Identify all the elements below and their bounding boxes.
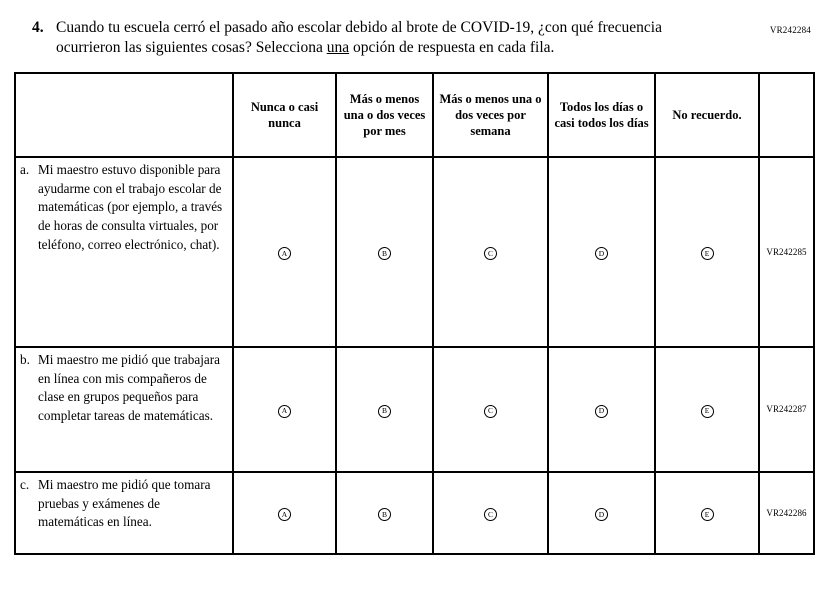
option-cell [336,347,433,472]
question-text [56,18,716,59]
item-text: Mi maestro me pidió que tomara pruebas y exámenes de matemáticas en línea. [38,476,211,530]
table-row-b [15,347,814,472]
response-bubble-a[interactable] [278,508,291,521]
question-block [32,18,797,59]
column-header-never: Nunca o casi nunca [233,73,336,157]
question-text-part2: opción de respuesta en cada fila. [349,39,555,57]
option-cell [548,347,655,472]
bubble-letter: C [487,509,493,519]
bubble-letter: D [598,509,605,519]
bubble-letter: B [381,248,387,258]
response-bubble-c[interactable] [484,247,497,260]
option-cell [233,472,336,554]
bubble-letter: C [487,248,493,258]
header-row [15,73,814,157]
bubble-letter: D [598,406,605,416]
column-header-every-day: Todos los días o casi todos los días [548,73,655,157]
option-cell [548,157,655,347]
response-bubble-a[interactable] [278,247,291,260]
option-cell [655,347,759,472]
option-cell [233,347,336,472]
question-text-part1: Cuando tu escuela cerró el pasado año escolar debido al brote de COVID-19, ¿con qué frecuencia ocurrieron las siguientes cosas? Selecciona [56,19,662,57]
bubble-letter: C [487,406,493,416]
option-cell [433,472,548,554]
option-cell [433,157,548,347]
column-header-no-recall: No recuerdo. [655,73,759,157]
item-statement-c [15,472,233,554]
item-letter: b. [20,351,30,367]
item-statement-a [15,157,233,347]
item-letter: a. [20,161,30,177]
option-cell [548,472,655,554]
response-bubble-c[interactable] [484,405,497,418]
option-cell [655,157,759,347]
response-bubble-a[interactable] [278,405,291,418]
bubble-letter: A [281,406,288,416]
item-code: VR242287 [759,347,814,472]
bubble-letter: A [281,248,288,258]
response-bubble-d[interactable] [595,405,608,418]
response-bubble-c[interactable] [484,508,497,521]
bubble-letter: B [381,406,387,416]
item-letter: c. [20,476,30,492]
table-row-c [15,472,814,554]
option-cell [655,472,759,554]
form-code: VR242284 [769,25,811,35]
item-code: VR242285 [759,157,814,347]
option-cell [336,472,433,554]
code-column-header [759,73,814,157]
table-row-a [15,157,814,347]
bubble-letter: A [281,509,288,519]
response-table [14,72,815,555]
item-text: Mi maestro me pidió que trabajara en línea con mis compañeros de clase en grupos pequeños para completar tareas de matemáticas. [38,351,220,424]
questionnaire-page [0,18,827,555]
bubble-letter: E [704,406,710,416]
item-code: VR242286 [759,472,814,554]
question-number: 4. [32,19,44,36]
question-text-emphasis: una [326,39,350,57]
response-bubble-b[interactable] [378,405,391,418]
header-corner-cell [15,73,233,157]
bubble-letter: E [704,509,710,519]
item-text: Mi maestro estuvo disponible para ayudarme con el trabajo escolar de matemáticas (por ejemplo, a través de horas de consulta virtuales, por teléfono, correo electrónico, chat). [38,161,223,252]
bubble-letter: D [598,248,605,258]
response-bubble-d[interactable] [595,508,608,521]
response-bubble-e[interactable] [701,247,714,260]
column-header-once-twice-month: Más o menos una o dos veces por mes [336,73,433,157]
option-cell [233,157,336,347]
bubble-letter: B [381,509,387,519]
item-statement-b [15,347,233,472]
response-bubble-e[interactable] [701,405,714,418]
bubble-letter: E [704,248,710,258]
response-bubble-b[interactable] [378,247,391,260]
response-bubble-d[interactable] [595,247,608,260]
column-header-once-twice-week: Más o menos una o dos veces por semana [433,73,548,157]
option-cell [433,347,548,472]
option-cell [336,157,433,347]
response-bubble-e[interactable] [701,508,714,521]
response-bubble-b[interactable] [378,508,391,521]
